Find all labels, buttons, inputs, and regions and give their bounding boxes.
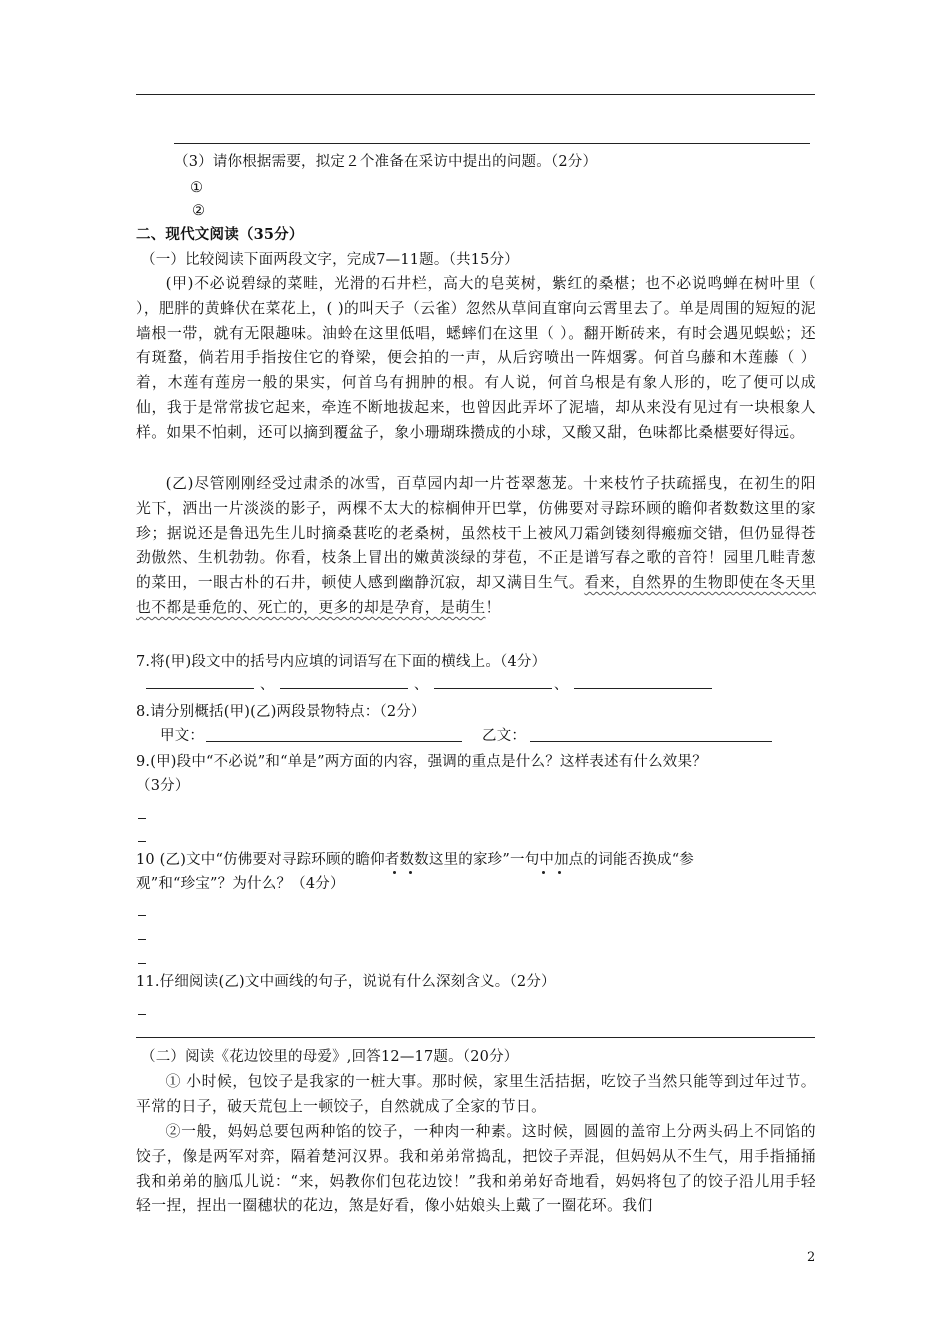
passage-yi-end: ！ — [485, 598, 501, 616]
answer-line — [174, 143, 810, 144]
q9-score: （3分） — [136, 778, 190, 794]
top-rule — [136, 94, 815, 95]
blank-4[interactable] — [574, 674, 712, 689]
q9-prompt: 9.(甲)段中“不必说”和“单是”两方面的内容，强调的重点是什么？这样表述有什么效果？ — [136, 754, 707, 770]
q8-prompt: 8.请分别概括(甲)(乙)两段景物特点：（2分） — [136, 704, 426, 720]
q7-blanks: 、 、 、 — [146, 674, 712, 694]
answer-dash — [138, 963, 146, 964]
q8-yi-label: 乙文： — [482, 728, 527, 744]
q8-jia-label: 甲文： — [160, 728, 205, 744]
q7-prompt: 7.将(甲)段文中的括号内应填的词语写在下面的横线上。（4分） — [136, 654, 547, 670]
paragraph-2: ②一般，妈妈总要包两种馅的饺子，一种肉一种素。这时候，圆圆的盖帘上分两头码上不同馅的饺子，像是两军对弈，隔着楚河汉界。我和弟弟常捣乱，把饺子弄混，但妈妈从不生气，用手指捅捅我和弟弟的脑瓜儿说：“来，妈教你们包花边饺！”我和弟弟好奇地看，妈妈将包了的饺子沿儿用手轻轻一捏，捏出一圈穗状的花边，煞是好看，像小姑娘头上戴了一圈花环。我们 — [136, 1123, 816, 1215]
page-number: 2 — [807, 1250, 816, 1265]
section-title: 二、现代文阅读（35分） — [136, 226, 304, 243]
q3-prompt: （3）请你根据需要，拟定２个准备在采访中提出的问题。（2分） — [174, 154, 598, 170]
q3-mark-1: ① — [190, 180, 204, 196]
part2-intro: （二）阅读《花边饺里的母爱》,回答12—17题。（20分） — [141, 1049, 519, 1065]
q10-prompt: 10 (乙)文中“仿佛要对寻踪环顾的瞻仰者数数这里的家珍”一句中加点的词能否换成“参 — [136, 852, 695, 868]
blank-3[interactable] — [434, 674, 552, 689]
passage-jia: (甲)不必说碧绿的菜畦，光滑的石井栏，高大的皂荚树，紫红的桑椹；也不必说鸣蝉在树叶里（ ），肥胖的黄蜂伏在菜花上，( )的叫天子（云雀）忽然从草间直窜向云霄里去了。单是周围的短短的泥墙根一带，就有无限趣味。油蛉在这里低唱，蟋蟀们在这里（ ）。翻开断砖来，有时会遇见蜈蚣；还有斑蝥，倘若用手指按住它的脊梁，便会拍的一声，从后窍喷出一阵烟雾。何首乌藤和木莲藤（ ）着，木莲有莲房一般的果实，何首乌有拥肿的根。有人说，何首乌根是有象人形的，吃了便可以成仙，我于是常常拔它起来，牵连不断地拔起来，也曾因此弄坏了泥墙，却从来没有见过有一块根象人样。如果不怕刺，还可以摘到覆盆子，象小珊瑚珠攒成的小球，又酸又甜，色味都比桑椹要好得远。 — [136, 275, 816, 441]
passage-yi — [136, 472, 816, 621]
part1-intro: （一）比较阅读下面两段文字，完成7—11题。（共15分） — [141, 252, 519, 268]
blank-2[interactable] — [280, 674, 408, 689]
q3-mark-2: ② — [192, 203, 206, 219]
underlined-sentence: 看来，自然界的生物即使在冬天里也不都是垂危的、死亡的，更多的却是孕育，是萌生 — [136, 574, 816, 616]
answer-dash — [138, 818, 146, 819]
q8-yi-line[interactable] — [530, 741, 772, 742]
blank-1[interactable] — [146, 674, 254, 689]
q10-prompt-cont: 观”和“珍宝”？为什么？（4分） — [136, 876, 345, 892]
answer-dash — [138, 915, 146, 916]
answer-dash — [138, 841, 146, 842]
paragraph-1: ① 小时候，包饺子是我家的一桩大事。那时候，家里生活拮据，吃饺子当然只能等到过年过节。平常的日子，破天荒包上一顿饺子，自然就成了全家的节日。 — [136, 1073, 816, 1115]
answer-dash — [138, 939, 146, 940]
answer-line — [136, 1037, 815, 1038]
answer-dash — [138, 1014, 146, 1015]
passage-yi-text: (乙)尽管刚刚经受过肃杀的冰雪，百草园内却一片苍翠葱茏。十来枝竹子扶疏摇曳，在初生的阳光下，洒出一片淡淡的影子，两棵不太大的棕榈伸开巴掌，仿佛要对寻踪环顾的瞻仰者数数这里的家珍；据说还是鲁迅先生儿时摘桑葚吃的老桑树，虽然枝干上被风刀霜剑镂刻得瘢痂交错，但仍显得苍劲傲然、生机勃勃。你看，枝条上冒出的嫩黄淡绿的芽苞，不正是谱写春之歌的音符！园里几畦青葱的菜田，一眼古朴的石井，顿使人感到幽静沉寂，却又满目生气。 — [136, 475, 816, 592]
q11-prompt: 11.仔细阅读(乙)文中画线的句子，说说有什么深刻含义。（2分） — [136, 974, 556, 990]
q8-jia-line[interactable] — [206, 741, 462, 742]
